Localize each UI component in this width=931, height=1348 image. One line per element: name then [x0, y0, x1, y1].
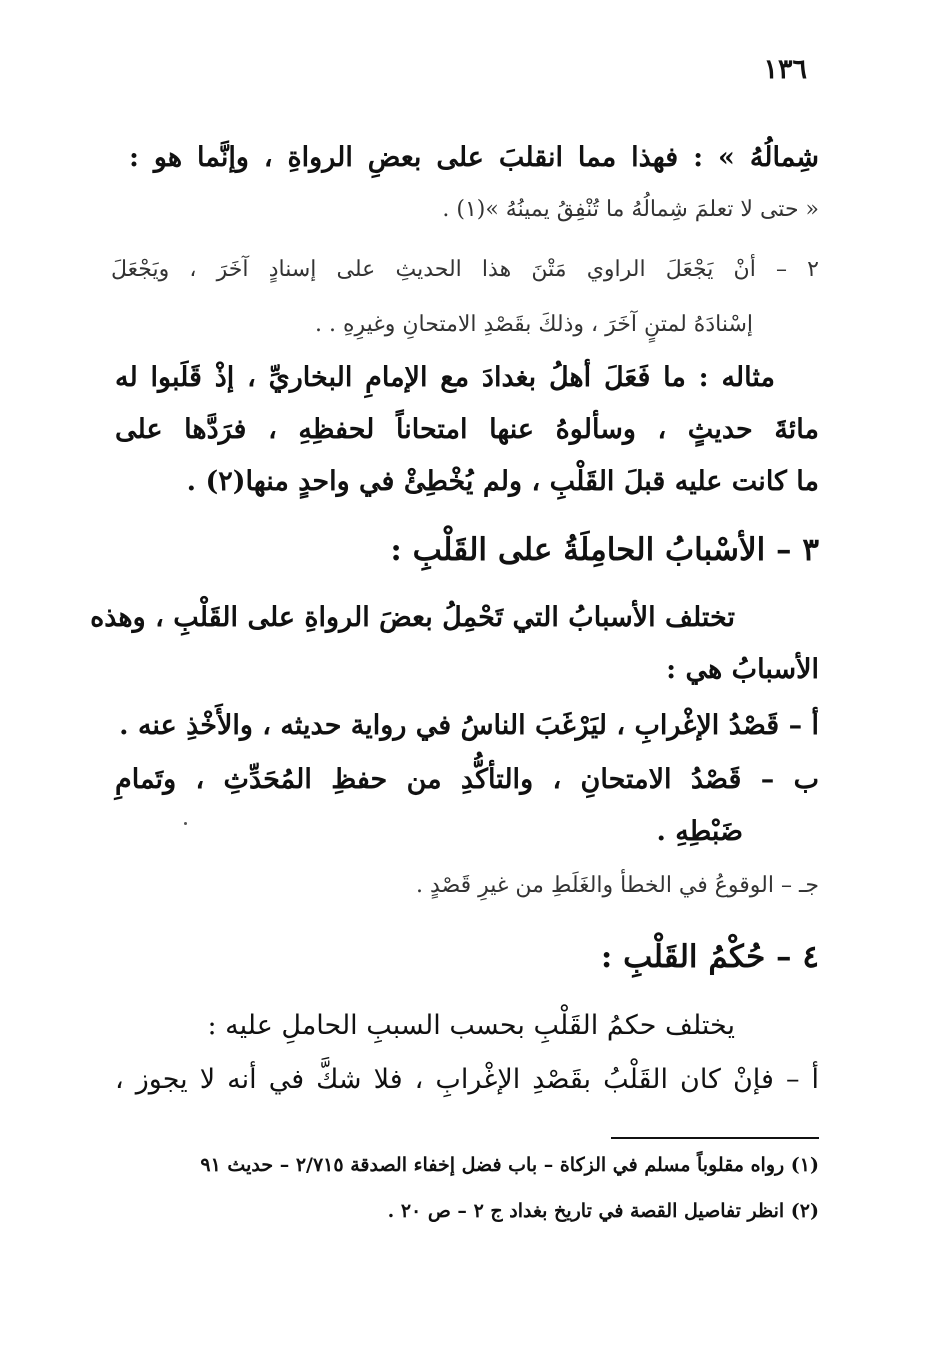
list-item-2: ٢ – أنْ يَجْعَلَ الراوي مَتْنَ هذا الحديثِ على إسنادٍ آخَرَ ، ويَجْعَلَ: [111, 257, 819, 282]
causes-intro-line-1: تختلف الأسبابُ التي تَحْمِلُ بعضَ الرواةِ على القَلْبِ ، وهذه: [90, 602, 735, 633]
section-heading-4: ٤ – حُكْمُ القَلْبِ :: [600, 939, 819, 975]
footnote-2: (٢) انظر تفاصيل القصة في تاريخ بغداد ج ٢ – ص ٢٠ .: [387, 1200, 819, 1222]
list-item-2-continued: إسْنادَهُ لمتنٍ آخَرَ ، وذلكَ بقَصْدِ الامتحانِ وغيرِهِ . .: [314, 312, 753, 337]
example-line-2: مائةَ حديثٍ ، وسألوهُ عنها امتحاناً لحفظِهِ ، فرَدَّها على: [115, 414, 819, 445]
cause-item-a: أ – قَصْدُ الإغْرابِ ، ليَرْغَبَ الناسُ في رواية حديثه ، والأَخْذِ عنه .: [119, 710, 819, 741]
stray-dot: [184, 822, 187, 825]
section-heading-3: ٣ – الأسْبابُ الحامِلَةُ على القَلْبِ :: [390, 532, 819, 568]
footnote-divider: [611, 1137, 819, 1139]
cause-item-b: ب – قَصْدُ الامتحانِ ، والتأكُّدِ من حفظِ المُحَدِّثِ ، وتَمامِ: [115, 764, 819, 795]
footnote-1: (١) رواه مقلوباً مسلم في الزكاة – باب فضل إخفاء الصدقة ٢/٧١٥ – حديث ٩١: [200, 1154, 819, 1176]
causes-intro-line-2: الأسبابُ هي :: [666, 654, 819, 685]
ruling-item-a: أ – فإنْ كان القَلْبُ بقَصْدِ الإغْرابِ ، فلا شكَّ في أنه لا يجوز ،: [115, 1064, 819, 1095]
quote-line: « حتى لا تعلمَ شِمالُهُ ما تُنْفِقُ يمينُهُ »(١) .: [442, 197, 819, 222]
example-line-1: مثاله : ما فَعَلَ أهلُ بغدادَ مع الإمامِ البخاريِّ ، إذْ قَلَبوا له: [115, 362, 775, 393]
page-number: ١٣٦: [763, 54, 807, 85]
cause-item-b-continued: ضَبْطِهِ .: [656, 816, 743, 847]
cause-item-c: جـ – الوقوعُ في الخطأ والغَلَطِ من غيرِ قَصْدٍ .: [416, 873, 819, 898]
example-line-3: ما كانت عليه قبلَ القَلْبِ ، ولم يُخْطِئْ في واحدٍ منها(٢) .: [186, 466, 819, 497]
text-line-1: شِمالُهُ » : فهذا مما انقلبَ على بعضِ الرواةِ ، وإنَّما هو :: [129, 142, 819, 173]
ruling-intro: يختلف حكمُ القَلْبِ بحسب السببِ الحاملِ عليه :: [207, 1010, 735, 1041]
